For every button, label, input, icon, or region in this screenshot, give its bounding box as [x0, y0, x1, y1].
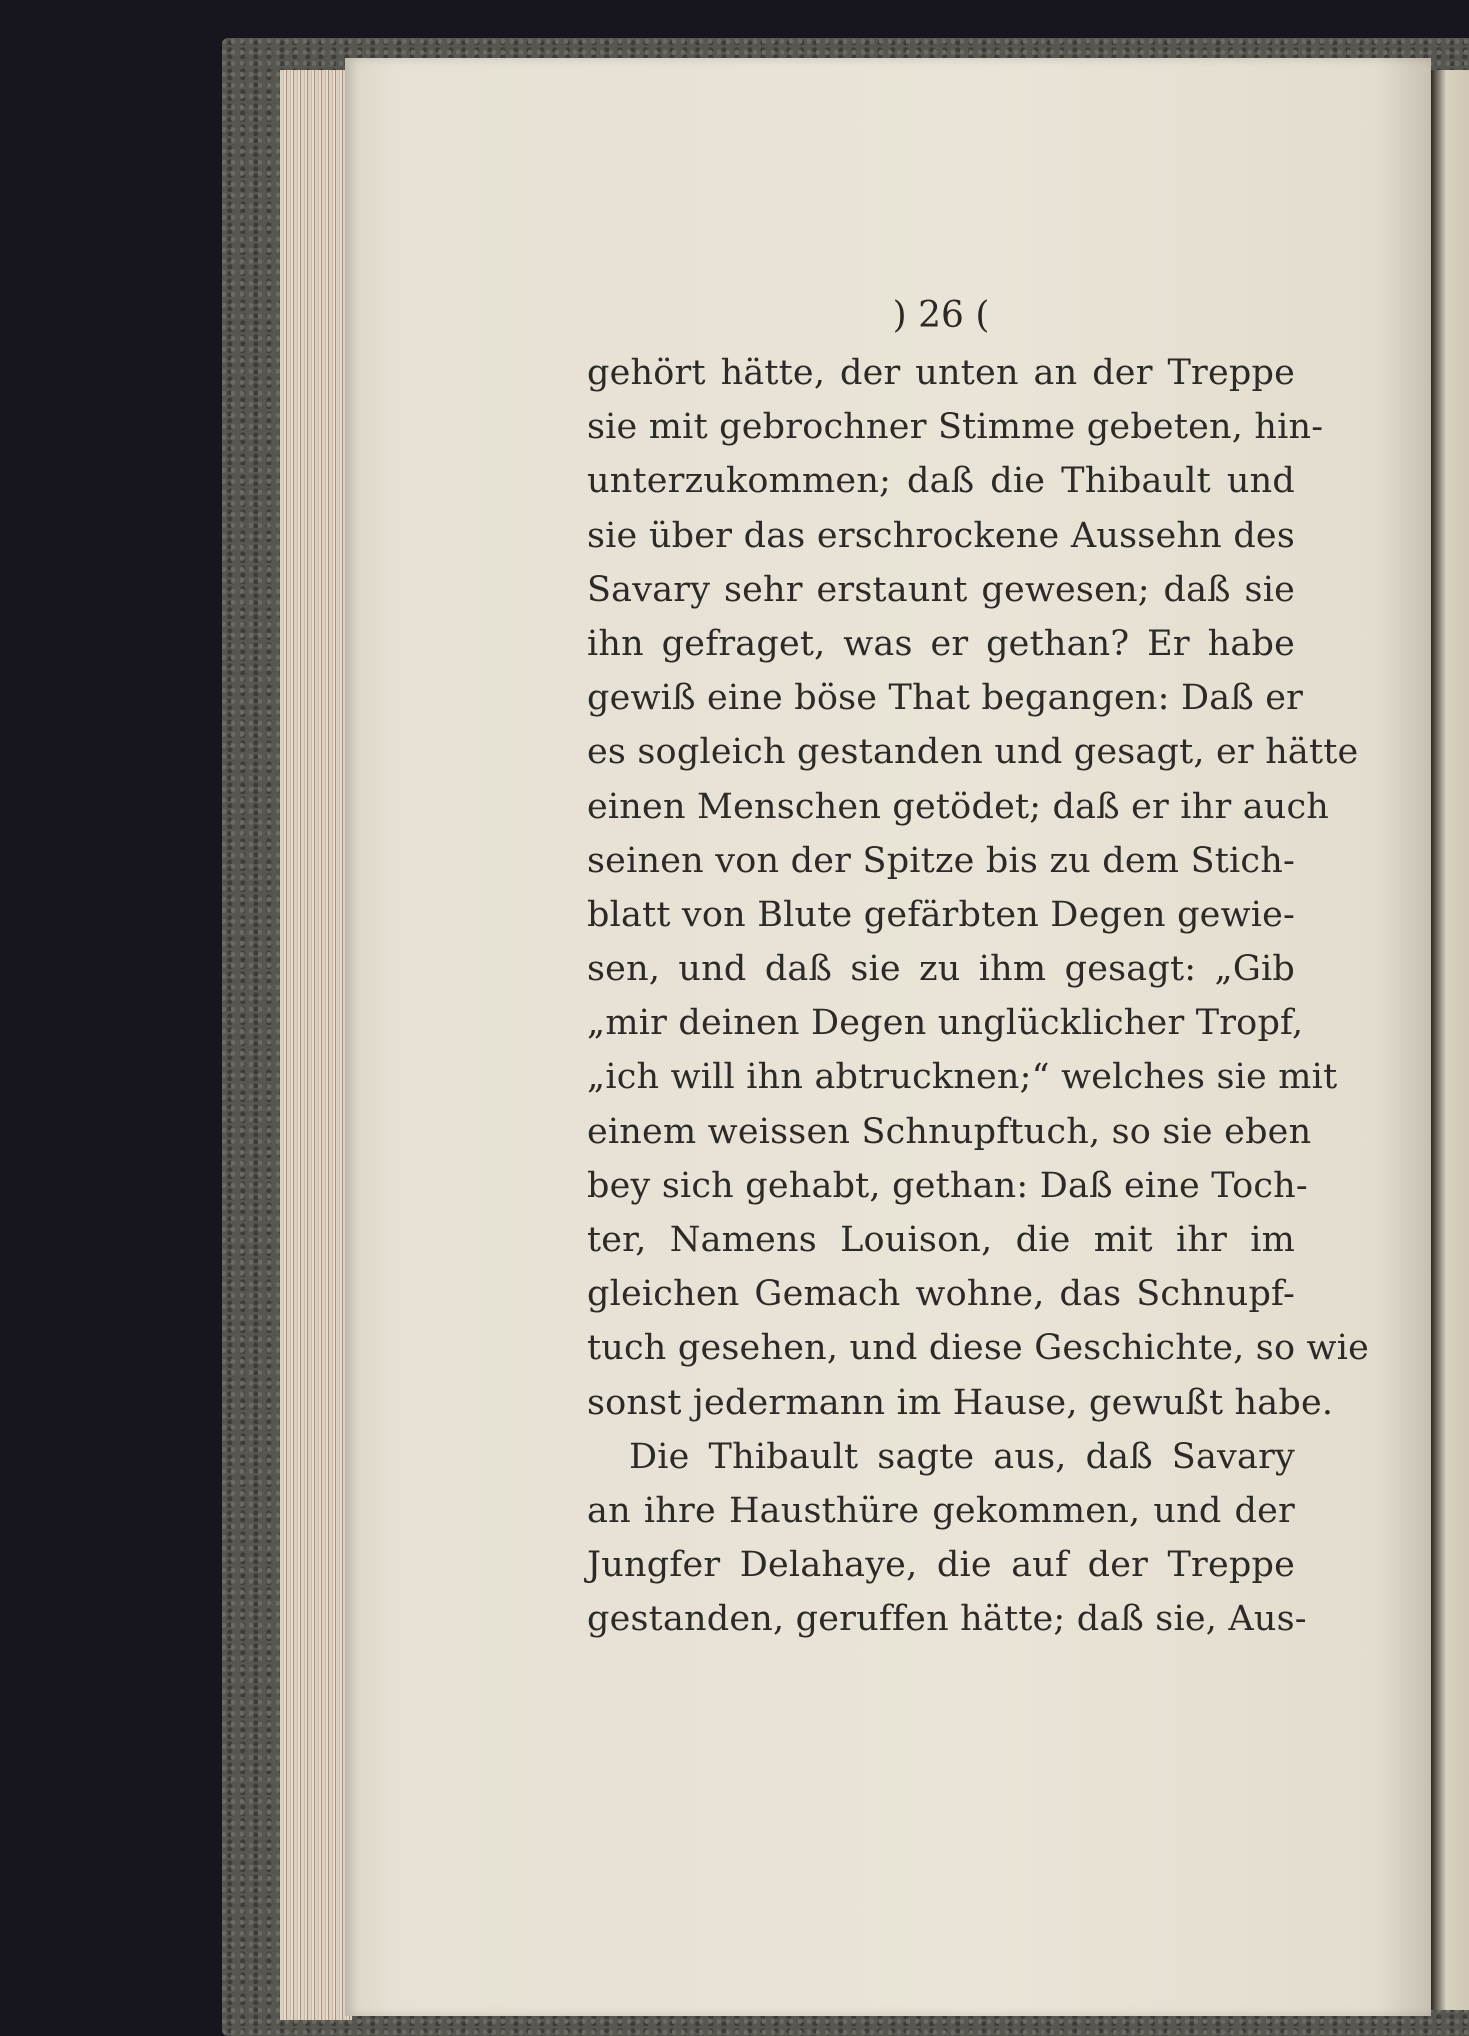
next-page-edge	[1431, 70, 1469, 2010]
text-line: an ihre Hausthüre gekommen, und der	[587, 1490, 1295, 1531]
text-line: blatt von Blute gefärbten Degen gewie-	[587, 894, 1296, 935]
text-line: sonst jedermann im Hause, gewußt habe.	[587, 1382, 1334, 1423]
text-line: „mir deinen Degen unglücklicher Tropf,	[587, 1003, 1304, 1044]
text-line: „ich will ihn abtrucknen;“ welches sie mit	[587, 1057, 1338, 1098]
text-line: gestanden, geruffen hätte; daß sie, Aus-	[587, 1599, 1307, 1640]
text-line: es sogleich gestanden und gesagt, er hätte	[587, 732, 1359, 773]
text-line: unterzukommen; daß die Thibault und	[587, 461, 1295, 502]
text-line: sie über das erschrockene Aussehn des	[587, 515, 1295, 556]
page-edges	[280, 70, 352, 2020]
text-line: ihn gefraget, was er gethan? Er habe	[587, 623, 1295, 664]
text-line: Jungfer Delahaye, die auf der Treppe	[587, 1545, 1295, 1586]
text-line: einen Menschen getödet; daß er ihr auch	[587, 786, 1330, 827]
text-line: sie mit gebrochner Stimme gebeten, hin-	[587, 407, 1324, 448]
text-line: gewiß eine böse That begangen: Daß er	[587, 678, 1304, 719]
text-line: gleichen Gemach wohne, das Schnupf-	[587, 1274, 1295, 1315]
text-line: bey sich gehabt, gethan: Daß eine Toch-	[587, 1165, 1308, 1206]
text-line: Die Thibault sagte aus, daß Savary	[629, 1436, 1295, 1477]
page-number: ) 26 (	[892, 295, 990, 336]
page-text	[587, 286, 1370, 1647]
text-line: Savary sehr erstaunt gewesen; daß sie	[587, 569, 1295, 610]
text-line: tuch gesehen, und diese Geschichte, so wie	[587, 1328, 1370, 1369]
text-line: sen, und daß sie zu ihm gesagt: „Gib	[587, 949, 1295, 990]
text-line: seinen von der Spitze bis zu dem Stich-	[587, 840, 1295, 881]
text-line: gehört hätte, der unten an der Treppe	[587, 353, 1295, 393]
text-line: ter, Namens Louison, die mit ihr im	[587, 1220, 1295, 1260]
text-line: einem weissen Schnupftuch, so sie eben	[587, 1111, 1312, 1152]
